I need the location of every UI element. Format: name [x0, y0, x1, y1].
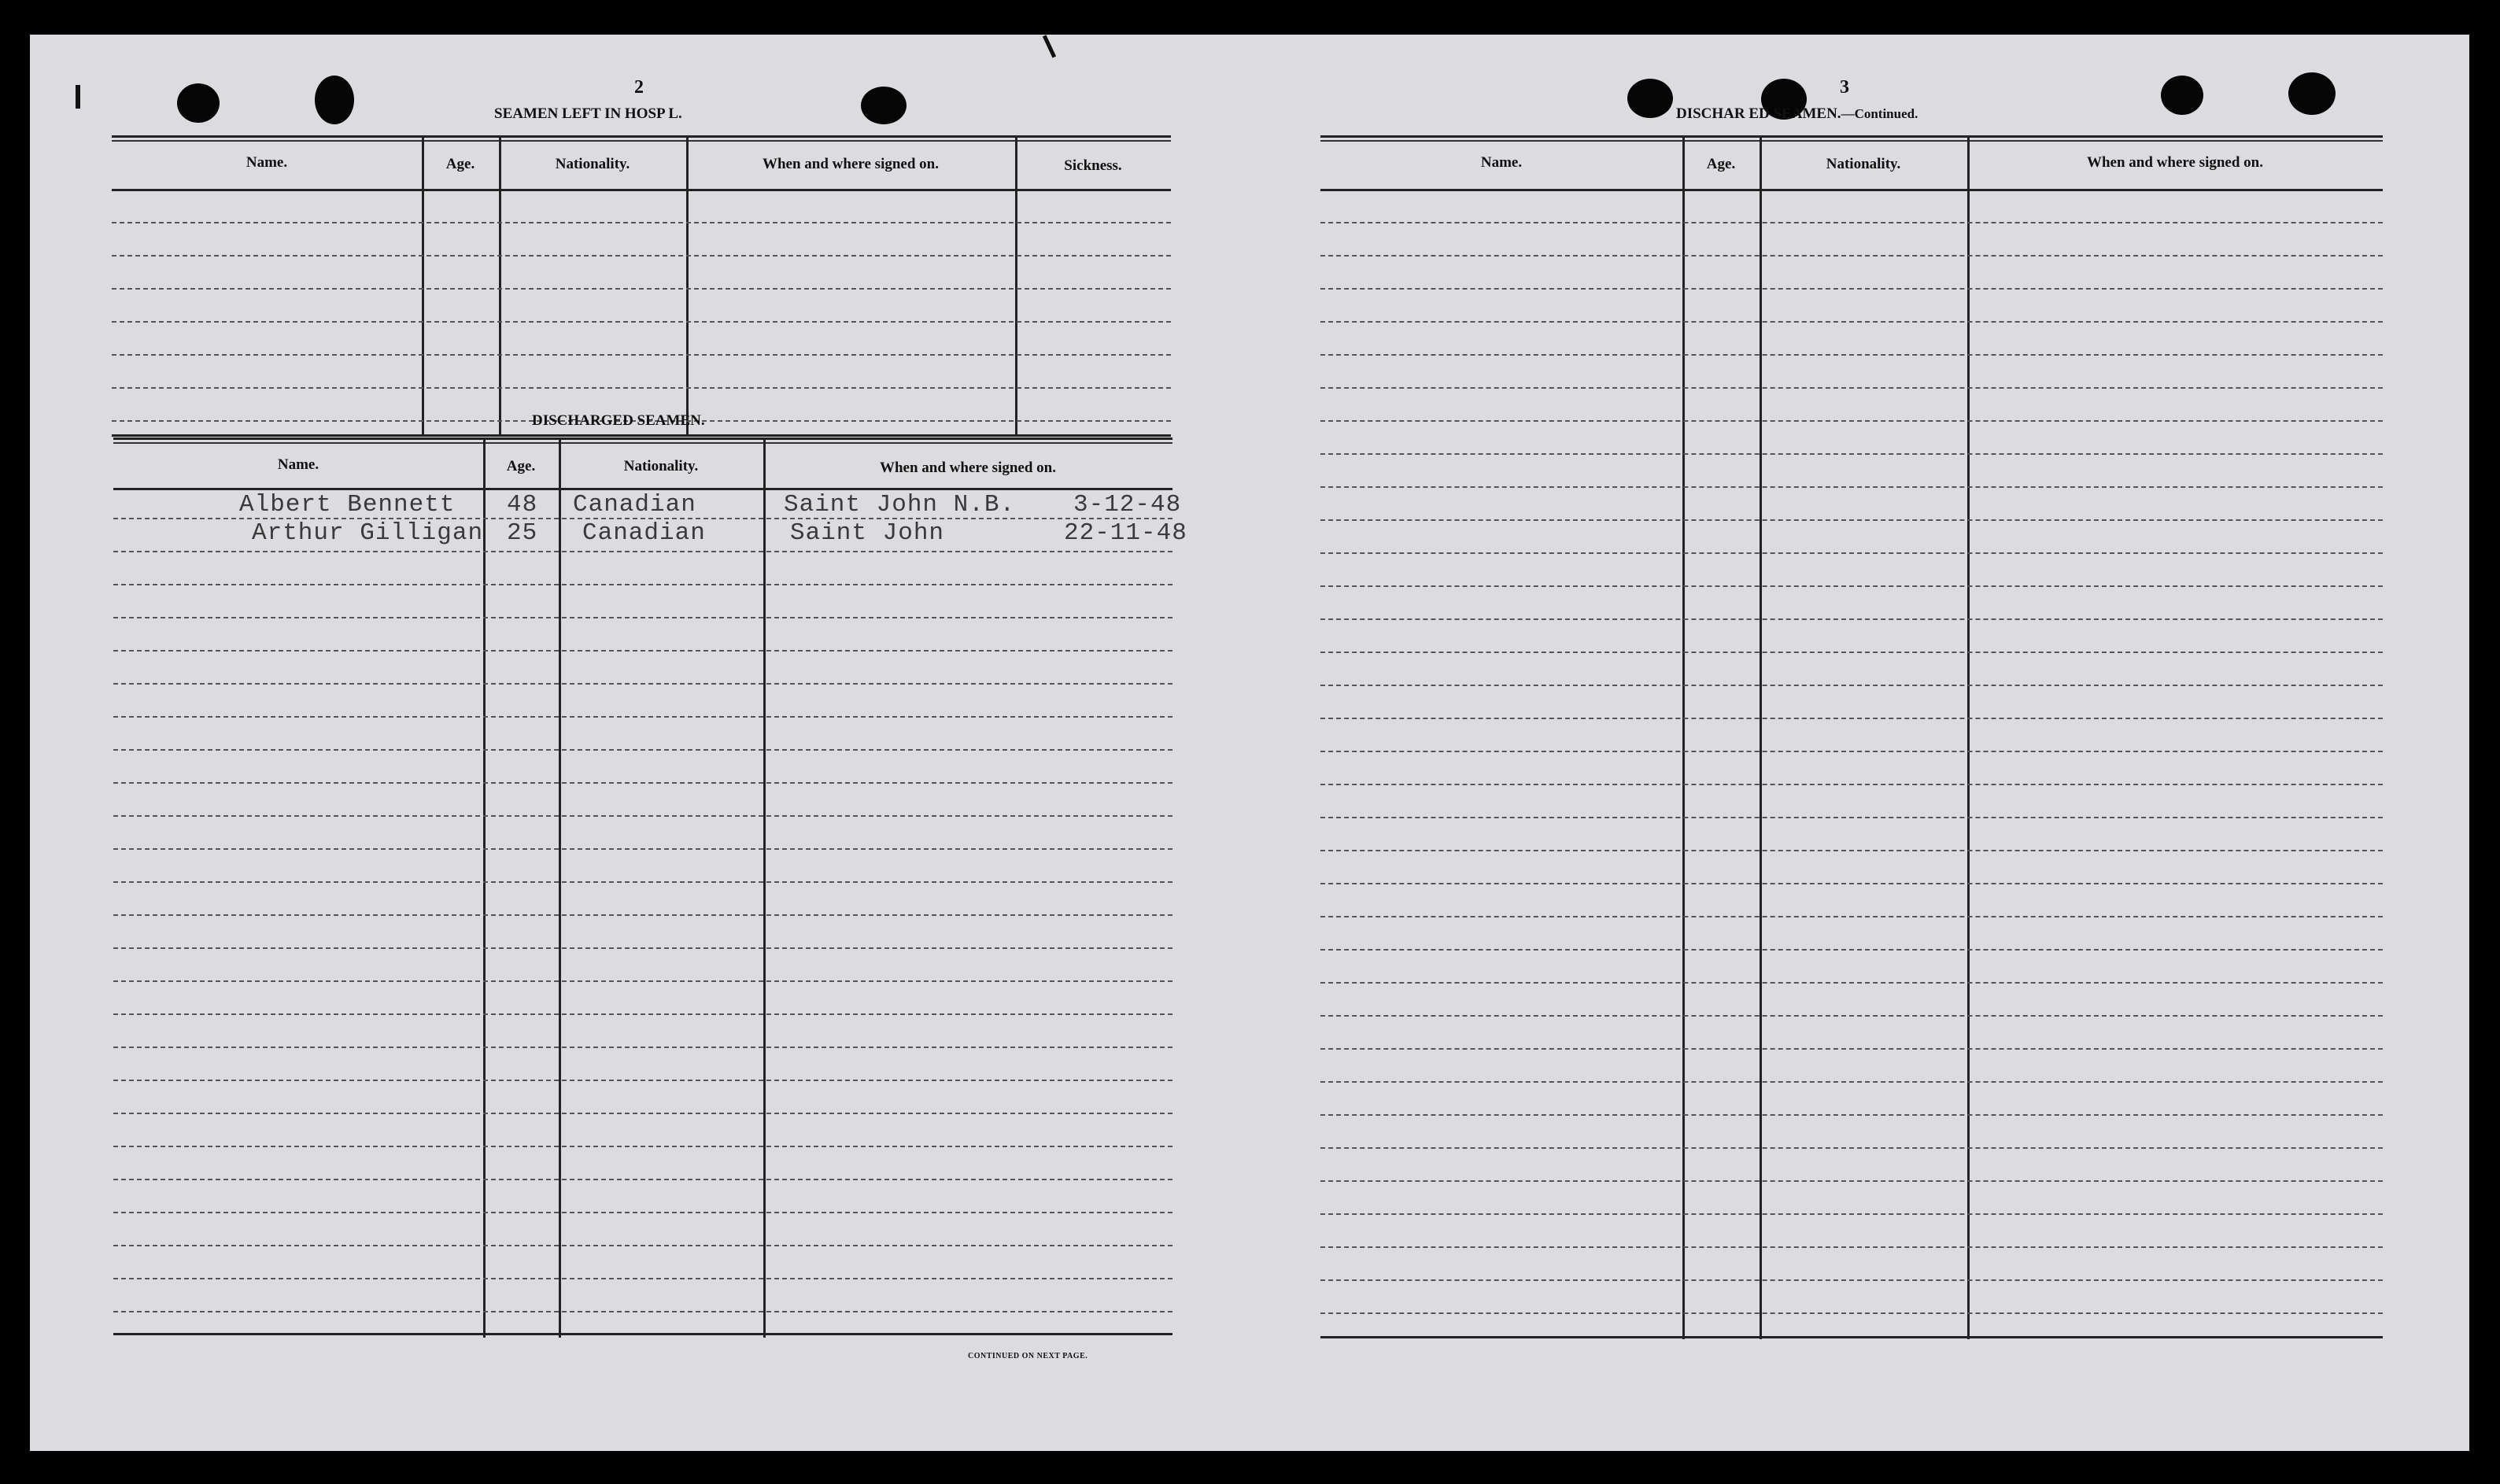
ruled-line: [1320, 222, 2383, 223]
continued-footer: CONTINUED ON NEXT PAGE.: [968, 1352, 1088, 1360]
signed-on-date: 3-12-48: [1073, 491, 1182, 519]
ruled-line: [1320, 916, 2383, 917]
ruled-line: [113, 1278, 1172, 1279]
discharged-section-title: DISCHARGED SEAMEN.: [532, 412, 705, 429]
ruled-line: [113, 1047, 1172, 1048]
column-divider: [499, 135, 501, 434]
ruled-line: [113, 980, 1172, 982]
ruled-line: [1320, 1081, 2383, 1083]
ruled-line: [112, 387, 1171, 389]
column-header-sickness: Sickness.: [1064, 157, 1122, 174]
ruled-line: [1320, 1312, 2383, 1314]
ink-speck: [1043, 35, 1056, 57]
title-suffix: —Continued.: [1841, 106, 1918, 121]
ruled-line: [113, 1245, 1172, 1246]
ruled-line: [1320, 1114, 2383, 1116]
ruled-line: [113, 881, 1172, 883]
page-number-right: 3: [1840, 77, 1849, 98]
column-header-age: Age.: [445, 156, 475, 172]
ruled-line: [1320, 883, 2383, 884]
column-divider: [1682, 135, 1685, 1339]
rule: [112, 135, 1171, 138]
column-header-name: Name.: [246, 154, 288, 171]
column-header-nationality: Nationality.: [555, 156, 630, 172]
column-header-name: Name.: [277, 456, 319, 473]
column-header-nationality: Nationality.: [623, 458, 699, 474]
punch-hole: [861, 87, 907, 124]
hospital-table: [112, 135, 1171, 434]
ruled-line: [1320, 486, 2383, 488]
ruled-line: [1320, 519, 2383, 521]
ruled-line: [113, 683, 1172, 685]
ruled-line: [1320, 1213, 2383, 1215]
seaman-nationality: Canadian: [573, 491, 696, 519]
column-header-age: Age.: [1706, 156, 1736, 172]
ruled-line: [1320, 1015, 2383, 1017]
rule: [113, 437, 1172, 440]
rule: [1320, 189, 2383, 191]
column-divider: [559, 437, 561, 1338]
ruled-line: [1320, 784, 2383, 785]
ruled-line: [113, 1146, 1172, 1147]
ruled-line: [1320, 1147, 2383, 1149]
rule: [113, 488, 1172, 490]
column-header-when-where: When and where signed on.: [879, 460, 1056, 476]
ruled-line: [1320, 618, 2383, 620]
ruled-line: [1320, 751, 2383, 752]
ruled-line: [1320, 718, 2383, 719]
rule: [1320, 135, 2383, 138]
ledger-sheet: [30, 35, 2469, 1451]
rule: [1320, 140, 2383, 142]
ruled-line: [112, 222, 1171, 223]
column-header-name: Name.: [1480, 154, 1523, 171]
ruled-line: [112, 255, 1171, 257]
discharged-table-right: [1320, 135, 2383, 1339]
ruled-line: [112, 288, 1171, 290]
ruled-line: [1320, 685, 2383, 686]
ruled-line: [1320, 354, 2383, 356]
ruled-line: [1320, 387, 2383, 389]
ruled-line: [113, 782, 1172, 784]
ruled-line: [1320, 552, 2383, 554]
ruled-line: [1320, 255, 2383, 257]
ruled-line: [1320, 321, 2383, 323]
ruled-line: [1320, 453, 2383, 455]
ink-speck: [76, 85, 80, 109]
ruled-line: [1320, 1048, 2383, 1050]
hospital-section-title: SEAMEN LEFT IN HOSP L.: [494, 105, 682, 122]
ruled-line: [1320, 1279, 2383, 1281]
column-divider: [1967, 135, 1970, 1339]
column-divider: [1015, 135, 1017, 434]
rule: [113, 1333, 1172, 1335]
ruled-line: [1320, 1180, 2383, 1182]
ruled-line: [113, 650, 1172, 652]
ruled-line: [113, 617, 1172, 618]
ruled-line: [1320, 420, 2383, 422]
ruled-line: [113, 1311, 1172, 1312]
ruled-line: [1320, 850, 2383, 851]
rule: [112, 189, 1171, 191]
signed-on-place: Saint John: [790, 519, 945, 547]
punch-hole: [177, 83, 220, 123]
punch-hole: [2161, 76, 2203, 115]
seaman-age: 25: [507, 519, 538, 547]
punch-hole: [1627, 79, 1673, 118]
ruled-line: [113, 947, 1172, 949]
ruled-line: [1320, 949, 2383, 951]
seaman-name: Albert Bennett: [239, 491, 456, 519]
rule: [112, 140, 1171, 142]
ruled-line: [1320, 817, 2383, 818]
ruled-line: [113, 1113, 1172, 1114]
ruled-line: [1320, 652, 2383, 653]
ruled-line: [113, 716, 1172, 718]
column-header-nationality: Nationality.: [1826, 156, 1901, 172]
page-number-left: 2: [634, 77, 644, 98]
column-divider: [422, 135, 424, 434]
signed-on-place: Saint John N.B.: [784, 491, 1016, 519]
ruled-line: [1320, 1246, 2383, 1248]
ruled-line: [113, 914, 1172, 916]
discharged-continued-title: [1676, 105, 1918, 123]
ruled-line: [113, 749, 1172, 751]
ruled-line: [1320, 585, 2383, 587]
ruled-line: [113, 815, 1172, 817]
ruled-line: [113, 1212, 1172, 1213]
discharged-table-left: [113, 437, 1187, 1338]
punch-hole: [2288, 72, 2336, 115]
seaman-nationality: Canadian: [582, 519, 706, 547]
seaman-age: 48: [507, 491, 538, 519]
column-header-when-where: When and where signed on.: [2086, 154, 2263, 171]
ruled-line: [113, 848, 1172, 850]
signed-on-date: 22-11-48: [1064, 519, 1187, 547]
title-main: DISCHAR ED SEAMEN.: [1676, 105, 1841, 122]
rule: [113, 442, 1172, 444]
rule: [1320, 1336, 2383, 1338]
seaman-name: Arthur Gilligan: [252, 519, 484, 547]
column-header-age: Age.: [506, 458, 536, 474]
punch-hole: [315, 76, 354, 124]
ruled-line: [113, 1013, 1172, 1015]
column-divider: [686, 135, 689, 434]
ruled-line: [1320, 982, 2383, 984]
ruled-line: [113, 551, 1172, 552]
ruled-line: [1320, 288, 2383, 290]
ruled-line: [113, 1080, 1172, 1081]
ruled-line: [113, 584, 1172, 585]
column-header-when-where: When and where signed on.: [762, 156, 939, 172]
section-rule: [112, 434, 1171, 437]
column-divider: [483, 437, 486, 1338]
column-divider: [763, 437, 766, 1338]
ruled-line: [112, 321, 1171, 323]
ruled-line: [112, 354, 1171, 356]
column-divider: [1760, 135, 1762, 1339]
ruled-line: [113, 1179, 1172, 1180]
